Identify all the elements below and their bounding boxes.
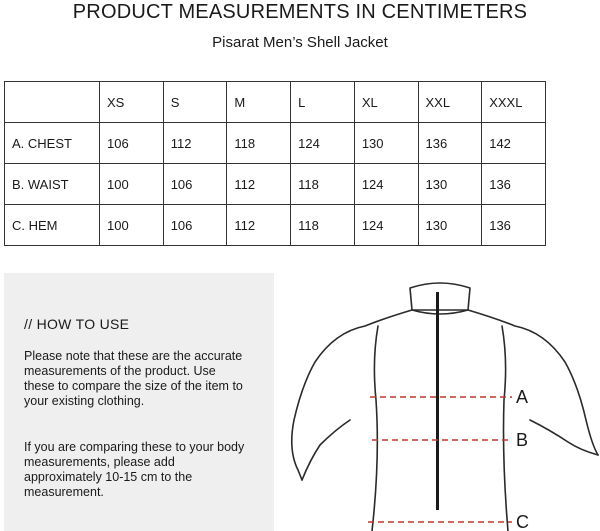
corner-cell xyxy=(5,82,100,123)
marker-a: A xyxy=(516,387,529,407)
size-header-row xyxy=(5,82,546,123)
size-header: XS xyxy=(100,82,164,123)
table-cell: 106 xyxy=(100,123,164,164)
table-cell: 100 xyxy=(100,164,164,205)
table-cell: 142 xyxy=(482,123,546,164)
table-row-chest xyxy=(5,123,546,164)
row-label: A. CHEST xyxy=(5,123,100,164)
table-cell: 112 xyxy=(227,164,291,205)
product-name: Pisarat Men’s Shell Jacket xyxy=(212,34,388,51)
table-cell: 106 xyxy=(163,164,227,205)
row-label: C. HEM xyxy=(5,205,100,246)
table-cell: 130 xyxy=(418,205,482,246)
size-header: XL xyxy=(354,82,418,123)
table-cell: 124 xyxy=(354,164,418,205)
jacket-diagram xyxy=(280,270,600,531)
zipper xyxy=(436,292,439,510)
instructions-paragraph: Please note that these are the accurate measurements of the product. Use these to compare the size of the item to your existing clothing. xyxy=(24,349,243,408)
row-label: B. WAIST xyxy=(5,164,100,205)
table-cell: 118 xyxy=(291,164,355,205)
table-cell: 136 xyxy=(482,164,546,205)
size-header: XXXL xyxy=(482,82,546,123)
table-cell: 112 xyxy=(227,205,291,246)
table-cell: 130 xyxy=(354,123,418,164)
table-cell: 130 xyxy=(418,164,482,205)
how-to-use-heading: // HOW TO USE xyxy=(24,316,130,332)
table-cell: 112 xyxy=(163,123,227,164)
table-cell: 136 xyxy=(482,205,546,246)
table-cell: 124 xyxy=(291,123,355,164)
size-header: S xyxy=(163,82,227,123)
jacket-outline xyxy=(292,283,598,531)
marker-c: C xyxy=(516,512,529,531)
instructions-paragraph: If you are comparing these to your body measurements, please add approximately 10-15 cm to the measurement. xyxy=(24,440,245,499)
size-chart-table xyxy=(4,81,546,246)
how-to-use-panel xyxy=(4,273,274,531)
table-cell: 106 xyxy=(163,205,227,246)
table-cell: 118 xyxy=(291,205,355,246)
table-row-waist xyxy=(5,164,546,205)
table-cell: 118 xyxy=(227,123,291,164)
size-header: XXL xyxy=(418,82,482,123)
table-cell: 136 xyxy=(418,123,482,164)
table-cell: 124 xyxy=(354,205,418,246)
table-row-hem xyxy=(5,205,546,246)
table-cell: 100 xyxy=(100,205,164,246)
marker-b: B xyxy=(516,430,529,450)
page-title: PRODUCT MEASUREMENTS IN CENTIMETERS xyxy=(72,1,528,23)
size-header: M xyxy=(227,82,291,123)
size-header: L xyxy=(291,82,355,123)
